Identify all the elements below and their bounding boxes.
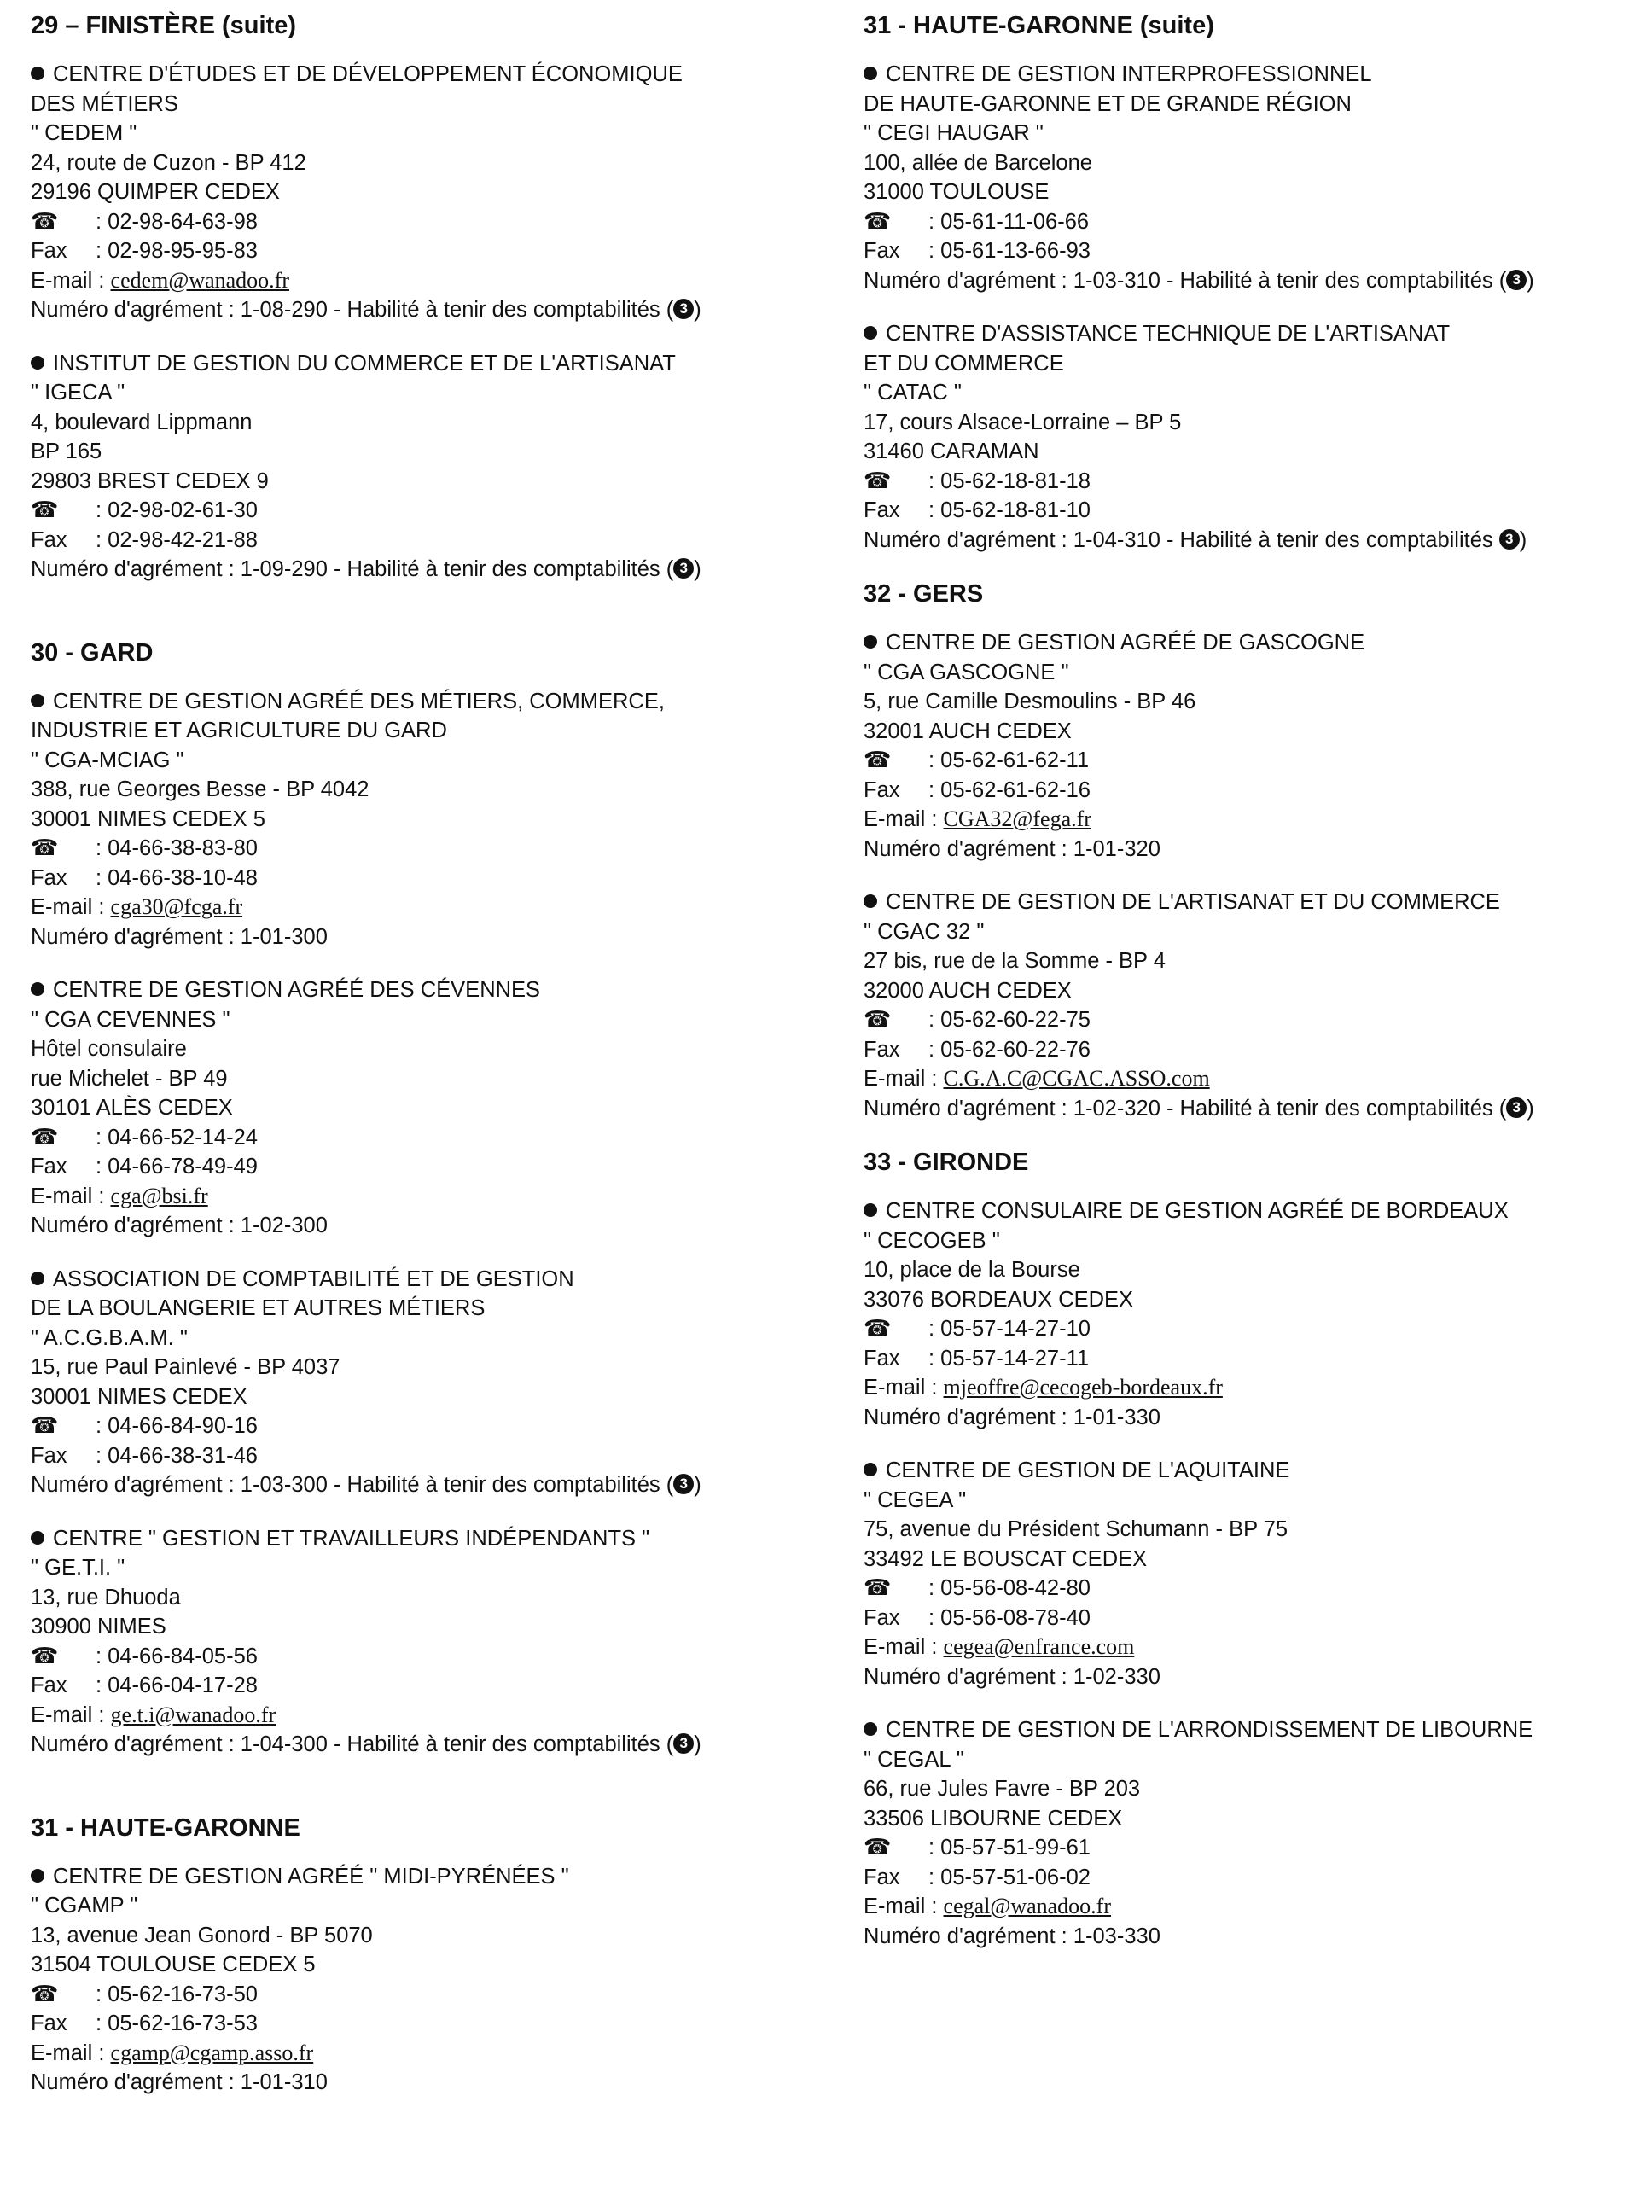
left-column (31, 10, 841, 2122)
org-name: CENTRE DE GESTION DE L'ARTISANAT ET DU COMMERCE (886, 890, 1500, 914)
bullet-icon (31, 1531, 44, 1545)
circled-3-icon: 3 (1506, 270, 1527, 290)
agrement-text: Numéro d'agrément : 1-03-300 - Habilité à tenir des comptabilités ( (31, 1473, 674, 1497)
org-acronym: " CECOGEB " (864, 1228, 1000, 1253)
telephone-icon: ☎ (31, 835, 59, 860)
section-title-31-suite: 31 - HAUTE-GARONNE (suite) (864, 12, 1214, 39)
address-line: 5, rue Camille Desmoulins - BP 46 (864, 690, 1196, 713)
fax-label: Fax (864, 239, 900, 263)
entry-cecogeb (864, 1196, 1649, 1432)
org-acronym: " CGA GASCOGNE " (864, 660, 1069, 684)
entry-geti: CENTRE " GESTION ET TRAVAILLEURS INDÉPENDANTS " " GE.T.I. " 13, rue Dhuoda 30900 NIMES ☎ : 04-66-84-05-56 Fax : 04-66-04-17-28 E-mail : ge.t.i@wanadoo.fr Numéro d'agrément : 1-04-300 - Habilité à tenir des comptabilités ( 3 ) (31, 1524, 841, 1760)
fax-label: Fax (864, 1865, 900, 1889)
email-label: E-mail : (31, 895, 105, 919)
phone-number: : 04-66-52-14-24 (96, 1125, 258, 1150)
fax-number: : 05-57-14-27-11 (928, 1346, 1090, 1371)
telephone-icon: ☎ (864, 1834, 892, 1860)
address-line: 31504 TOULOUSE CEDEX 5 (31, 1953, 316, 1976)
email-label: E-mail : (31, 1184, 105, 1208)
phone-number: : 02-98-64-63-98 (96, 209, 258, 234)
address-line: 33506 LIBOURNE CEDEX (864, 1806, 1123, 1831)
circled-3-icon: 3 (1506, 1097, 1527, 1118)
address-line: 33492 LE BOUSCAT CEDEX (864, 1546, 1148, 1571)
email-link[interactable]: cga@bsi.fr (110, 1183, 208, 1208)
org-acronym: " CGA-MCIAG " (31, 748, 184, 772)
email-label: E-mail : (31, 1703, 105, 1727)
org-acronym: " CEGAL " (864, 1747, 964, 1772)
fax-label: Fax (864, 498, 900, 522)
section-title-33: 33 - GIRONDE (864, 1149, 1029, 1176)
fax-number: : 05-62-18-81-10 (928, 498, 1091, 522)
address-line: 15, rue Paul Painlevé - BP 4037 (31, 1355, 340, 1379)
section-title-29: 29 – FINISTÈRE (suite) (31, 12, 297, 39)
address-line: 31460 CARAMAN (864, 439, 1039, 463)
agrement-text: Numéro d'agrément : 1-03-310 - Habilité à tenir des comptabilités ( (864, 268, 1507, 293)
fax-number: : 05-56-08-78-40 (928, 1605, 1091, 1630)
org-name: CENTRE D'ÉTUDES ET DE DÉVELOPPEMENT ÉCONOMIQUE (53, 62, 683, 86)
agrement-text: Numéro d'agrément : 1-01-330 (864, 1405, 1160, 1429)
fax-label: Fax (31, 527, 67, 552)
address-line: 4, boulevard Lippmann (31, 410, 253, 434)
fax-number: : 04-66-04-17-28 (96, 1674, 258, 1697)
entry-cga-cevennes (31, 975, 841, 1241)
entry-igeca: INSTITUT DE GESTION DU COMMERCE ET DE L'ARTISANAT " IGECA " 4, boulevard Lippmann BP 165 29803 BREST CEDEX 9 ☎ : 02-98-02-61-30 Fax : 02-98-42-21-88 Numéro d'agrément : 1-09-290 - Habilité à tenir des comptabilités ( 3 ) (31, 349, 841, 585)
org-name: CENTRE DE GESTION DE L'AQUITAINE (886, 1458, 1290, 1482)
email-link[interactable]: cgamp@cgamp.asso.fr (110, 2040, 314, 2065)
email-link[interactable]: cga30@fcga.fr (110, 894, 243, 919)
org-acronym: " CATAC " (864, 381, 962, 405)
address-line: 31000 TOULOUSE (864, 180, 1050, 204)
org-acronym: " GE.T.I. " (31, 1556, 125, 1580)
fax-label: Fax (31, 2011, 67, 2035)
address-line: Hôtel consulaire (31, 1037, 187, 1061)
address-line: 30900 NIMES (31, 1615, 166, 1639)
org-acronym: " A.C.G.B.A.M. " (31, 1325, 188, 1350)
telephone-icon: ☎ (31, 207, 59, 234)
email-label: E-mail : (31, 268, 105, 293)
fax-number: : 02-98-42-21-88 (96, 527, 258, 552)
fax-number: : 05-62-61-62-16 (928, 777, 1091, 802)
phone-number: : 05-57-51-99-61 (928, 1836, 1091, 1860)
phone-number: : 05-56-08-42-80 (928, 1576, 1091, 1600)
address-line: 66, rue Jules Favre - BP 203 (864, 1777, 1141, 1801)
fax-label: Fax (31, 1155, 67, 1179)
phone-number: : 02-98-02-61-30 (96, 498, 258, 522)
phone-number: : 04-66-84-05-56 (96, 1644, 258, 1668)
org-name: CENTRE DE GESTION AGRÉÉ DES CÉVENNES (53, 978, 541, 1002)
circled-3-icon: 3 (673, 299, 694, 319)
telephone-icon: ☎ (864, 207, 892, 234)
email-label: E-mail : (864, 807, 938, 831)
bullet-icon (31, 982, 44, 996)
agrement-text: Numéro d'agrément : 1-01-300 (31, 924, 328, 949)
phone-number: : 05-61-11-06-66 (928, 209, 1090, 234)
agrement-text: Numéro d'agrément : 1-02-330 (864, 1664, 1160, 1689)
org-name: CENTRE D'ASSISTANCE TECHNIQUE DE L'ARTISANAT (886, 322, 1451, 346)
fax-label: Fax (31, 865, 67, 890)
org-acronym: " CGAC 32 " (864, 919, 985, 944)
section-title-30: 30 - GARD (31, 638, 154, 667)
org-name-cont: ET DU COMMERCE (864, 351, 1064, 375)
fax-number: : 05-62-60-22-76 (928, 1037, 1091, 1062)
phone-number: : 05-62-61-62-11 (928, 748, 1090, 772)
address-line: 10, place de la Bourse (864, 1258, 1080, 1282)
address-line: rue Michelet - BP 49 (31, 1066, 228, 1091)
bullet-icon (864, 635, 877, 649)
email-link[interactable]: cegal@wanadoo.fr (943, 1894, 1111, 1918)
email-link[interactable]: C.G.A.C@CGAC.ASSO.com (943, 1066, 1210, 1091)
telephone-icon: ☎ (864, 1575, 892, 1600)
org-name: CENTRE DE GESTION AGRÉÉ DE GASCOGNE (886, 631, 1365, 655)
telephone-icon: ☎ (864, 1315, 892, 1341)
org-name-cont: DE HAUTE-GARONNE ET DE GRANDE RÉGION (864, 91, 1352, 116)
org-name: CENTRE DE GESTION DE L'ARRONDISSEMENT DE LIBOURNE (886, 1718, 1533, 1742)
org-acronym: " CEGI HAUGAR " (864, 121, 1044, 145)
org-name-cont: DES MÉTIERS (31, 91, 178, 116)
right-column (864, 10, 1649, 1975)
bullet-icon (31, 356, 44, 370)
address-line: 100, allée de Barcelone (864, 150, 1092, 175)
entry-cgamp (31, 1862, 841, 2098)
address-line: 388, rue Georges Besse - BP 4042 (31, 777, 369, 801)
phone-number: : 05-57-14-27-10 (928, 1317, 1091, 1341)
email-link[interactable]: cegea@enfrance.com (943, 1634, 1135, 1659)
telephone-icon: ☎ (31, 1412, 59, 1438)
agrement-text: Numéro d'agrément : 1-02-320 - Habilité à tenir des comptabilités ( (864, 1096, 1507, 1121)
bullet-icon (864, 1463, 877, 1476)
fax-label: Fax (31, 239, 67, 263)
fax-number: : 05-57-51-06-02 (928, 1865, 1091, 1889)
entry-cegea (864, 1456, 1649, 1691)
fax-number: : 04-66-38-10-48 (96, 865, 258, 890)
fax-number: : 05-62-16-73-53 (96, 2011, 258, 2035)
fax-label: Fax (864, 777, 900, 802)
agrement-text: Numéro d'agrément : 1-01-320 (864, 836, 1160, 861)
section-title-31: 31 - HAUTE-GARONNE (31, 1813, 300, 1842)
agrement-text: Numéro d'agrément : 1-04-300 - Habilité à tenir des comptabilités ( (31, 1732, 674, 1756)
bullet-icon (864, 894, 877, 908)
fax-label: Fax (864, 1346, 900, 1371)
agrement-text: Numéro d'agrément : 1-04-310 - Habilité à tenir des comptabilités (864, 527, 1499, 552)
org-name-cont: INDUSTRIE ET AGRICULTURE DU GARD (31, 719, 447, 742)
entry-acgbam: ASSOCIATION DE COMPTABILITÉ ET DE GESTION DE LA BOULANGERIE ET AUTRES MÉTIERS " A.C.G.B.A.M. " 15, rue Paul Painlevé - BP 4037 30001 NIMES CEDEX ☎ : 04-66-84-90-16 Fax : 04-66-38-31-46 Numéro d'agrément : 1-03-300 - Habilité à tenir des comptabilités ( 3 ) (31, 1265, 841, 1500)
address-line: 29196 QUIMPER CEDEX (31, 180, 280, 204)
fax-number: : 05-61-13-66-93 (928, 239, 1091, 263)
org-name: CENTRE CONSULAIRE DE GESTION AGRÉÉ DE BORDEAUX (886, 1199, 1509, 1223)
entry-catac: CENTRE D'ASSISTANCE TECHNIQUE DE L'ARTISANAT ET DU COMMERCE " CATAC " 17, cours Alsace-Lorraine – BP 5 31460 CARAMAN ☎ : 05-62-18-81-18 Fax : 05-62-18-81-10 Numéro d'agrément : 1-04-310 - Habilité à tenir des comptabilités 3 ) (864, 319, 1649, 555)
address-line: 30001 NIMES CEDEX 5 (31, 806, 265, 831)
email-label: E-mail : (31, 2040, 105, 2065)
bullet-icon (864, 1203, 877, 1217)
telephone-icon: ☎ (31, 1980, 59, 2006)
org-name: CENTRE " GESTION ET TRAVAILLEURS INDÉPENDANTS " (53, 1526, 650, 1551)
email-link[interactable]: cedem@wanadoo.fr (110, 267, 289, 293)
address-line: 29803 BREST CEDEX 9 (31, 469, 269, 493)
fax-number: : 04-66-38-31-46 (96, 1443, 258, 1468)
address-line: 24, route de Cuzon - BP 412 (31, 150, 306, 175)
entry-cga-mciag (31, 687, 841, 952)
fax-number: : 02-98-95-95-83 (96, 239, 258, 263)
fax-number: : 04-66-78-49-49 (96, 1155, 258, 1179)
bullet-icon (864, 326, 877, 340)
org-acronym: " CEDEM " (31, 121, 137, 145)
org-name: ASSOCIATION DE COMPTABILITÉ ET DE GESTION (53, 1266, 574, 1291)
address-line: BP 165 (31, 439, 102, 463)
phone-number: : 04-66-38-83-80 (96, 836, 258, 860)
agrement-text: Numéro d'agrément : 1-03-330 (864, 1924, 1160, 1948)
bullet-icon (31, 67, 44, 80)
phone-number: : 04-66-84-90-16 (96, 1414, 258, 1438)
org-acronym: " CGA CEVENNES " (31, 1007, 230, 1032)
email-link[interactable]: mjeoffre@cecogeb-bordeaux.fr (943, 1375, 1223, 1400)
fax-label: Fax (864, 1605, 900, 1630)
fax-label: Fax (31, 1443, 67, 1468)
fax-label: Fax (31, 1674, 67, 1697)
agrement-text: Numéro d'agrément : 1-09-290 - Habilité à tenir des comptabilités ( (31, 557, 674, 581)
circled-3-icon: 3 (673, 1474, 694, 1494)
org-name: CENTRE DE GESTION AGRÉÉ DES MÉTIERS, COMMERCE, (53, 689, 665, 713)
email-label: E-mail : (864, 1067, 938, 1091)
telephone-icon: ☎ (31, 1642, 59, 1668)
telephone-icon: ☎ (31, 1123, 59, 1150)
fax-label: Fax (864, 1037, 900, 1062)
circled-3-icon: 3 (1499, 529, 1520, 550)
bullet-icon (864, 1722, 877, 1736)
address-line: 32001 AUCH CEDEX (864, 719, 1072, 743)
bullet-icon (31, 1272, 44, 1285)
org-acronym: " CGAMP " (31, 1894, 138, 1918)
phone-number: : 05-62-16-73-50 (96, 1982, 258, 2006)
phone-number: : 05-62-18-81-18 (928, 469, 1091, 493)
email-label: E-mail : (864, 1376, 938, 1400)
address-line: 32000 AUCH CEDEX (864, 978, 1072, 1003)
entry-cegi-haugar: CENTRE DE GESTION INTERPROFESSIONNEL DE HAUTE-GARONNE ET DE GRANDE RÉGION " CEGI HAUGAR " 100, allée de Barcelone 31000 TOULOUSE ☎ : 05-61-11-06-66 Fax : 05-61-13-66-93 Numéro d'agrément : 1-03-310 - Habilité à tenir des comptabilités ( 3 ) (864, 60, 1649, 295)
org-name: CENTRE DE GESTION AGRÉÉ " MIDI-PYRÉNÉES " (53, 1864, 569, 1889)
telephone-icon: ☎ (864, 747, 892, 772)
agrement-text: Numéro d'agrément : 1-08-290 - Habilité à tenir des comptabilités ( (31, 298, 674, 322)
address-line: 17, cours Alsace-Lorraine – BP 5 (864, 410, 1182, 434)
email-link[interactable]: ge.t.i@wanadoo.fr (110, 1702, 276, 1727)
telephone-icon: ☎ (864, 467, 892, 493)
address-line: 13, rue Dhuoda (31, 1585, 181, 1610)
address-line: 30101 ALÈS CEDEX (31, 1096, 233, 1120)
entry-cedem: CENTRE D'ÉTUDES ET DE DÉVELOPPEMENT ÉCONOMIQUE DES MÉTIERS " CEDEM " 24, route de Cuzon - BP 412 29196 QUIMPER CEDEX ☎ : 02-98-64-63-98 Fax : 02-98-95-95-83 E-mail : cedem@wanadoo.fr Numéro d'agrément : 1-08-290 - Habilité à tenir des comptabilités ( 3 ) (31, 60, 841, 325)
entry-cgac: CENTRE DE GESTION DE L'ARTISANAT ET DU COMMERCE " CGAC 32 " 27 bis, rue de la Somme - BP 4 32000 AUCH CEDEX ☎ : 05-62-60-22-75 Fax : 05-62-60-22-76 E-mail : C.G.A.C@CGAC.ASSO.com Numéro d'agrément : 1-02-320 - Habilité à tenir des comptabilités ( 3 ) (864, 888, 1649, 1123)
entry-cga-gascogne (864, 628, 1649, 864)
bullet-icon (864, 67, 877, 80)
address-line: 75, avenue du Président Schumann - BP 75 (864, 1517, 1288, 1541)
org-name: INSTITUT DE GESTION DU COMMERCE ET DE L'ARTISANAT (53, 351, 676, 375)
circled-3-icon: 3 (673, 1733, 694, 1754)
address-line: 13, avenue Jean Gonord - BP 5070 (31, 1923, 373, 1947)
entry-cegal (864, 1715, 1649, 1951)
org-acronym: " CEGEA " (864, 1487, 967, 1512)
telephone-icon: ☎ (864, 1006, 892, 1032)
agrement-text: Numéro d'agrément : 1-02-300 (31, 1214, 328, 1237)
telephone-icon: ☎ (31, 497, 59, 522)
org-name-cont: DE LA BOULANGERIE ET AUTRES MÉTIERS (31, 1296, 486, 1320)
bullet-icon (31, 1869, 44, 1883)
bullet-icon (31, 694, 44, 707)
agrement-text: Numéro d'agrément : 1-01-310 (31, 2070, 328, 2094)
org-name: CENTRE DE GESTION INTERPROFESSIONNEL (886, 62, 1372, 86)
email-label: E-mail : (864, 1635, 938, 1659)
email-link[interactable]: CGA32@fega.fr (943, 806, 1091, 831)
circled-3-icon: 3 (673, 558, 694, 579)
org-acronym: " IGECA " (31, 381, 125, 405)
address-line: 33076 BORDEAUX CEDEX (864, 1287, 1134, 1312)
email-label: E-mail : (864, 1895, 938, 1918)
phone-number: : 05-62-60-22-75 (928, 1008, 1091, 1032)
address-line: 27 bis, rue de la Somme - BP 4 (864, 949, 1166, 973)
address-line: 30001 NIMES CEDEX (31, 1384, 247, 1409)
section-title-32: 32 - GERS (864, 580, 984, 608)
